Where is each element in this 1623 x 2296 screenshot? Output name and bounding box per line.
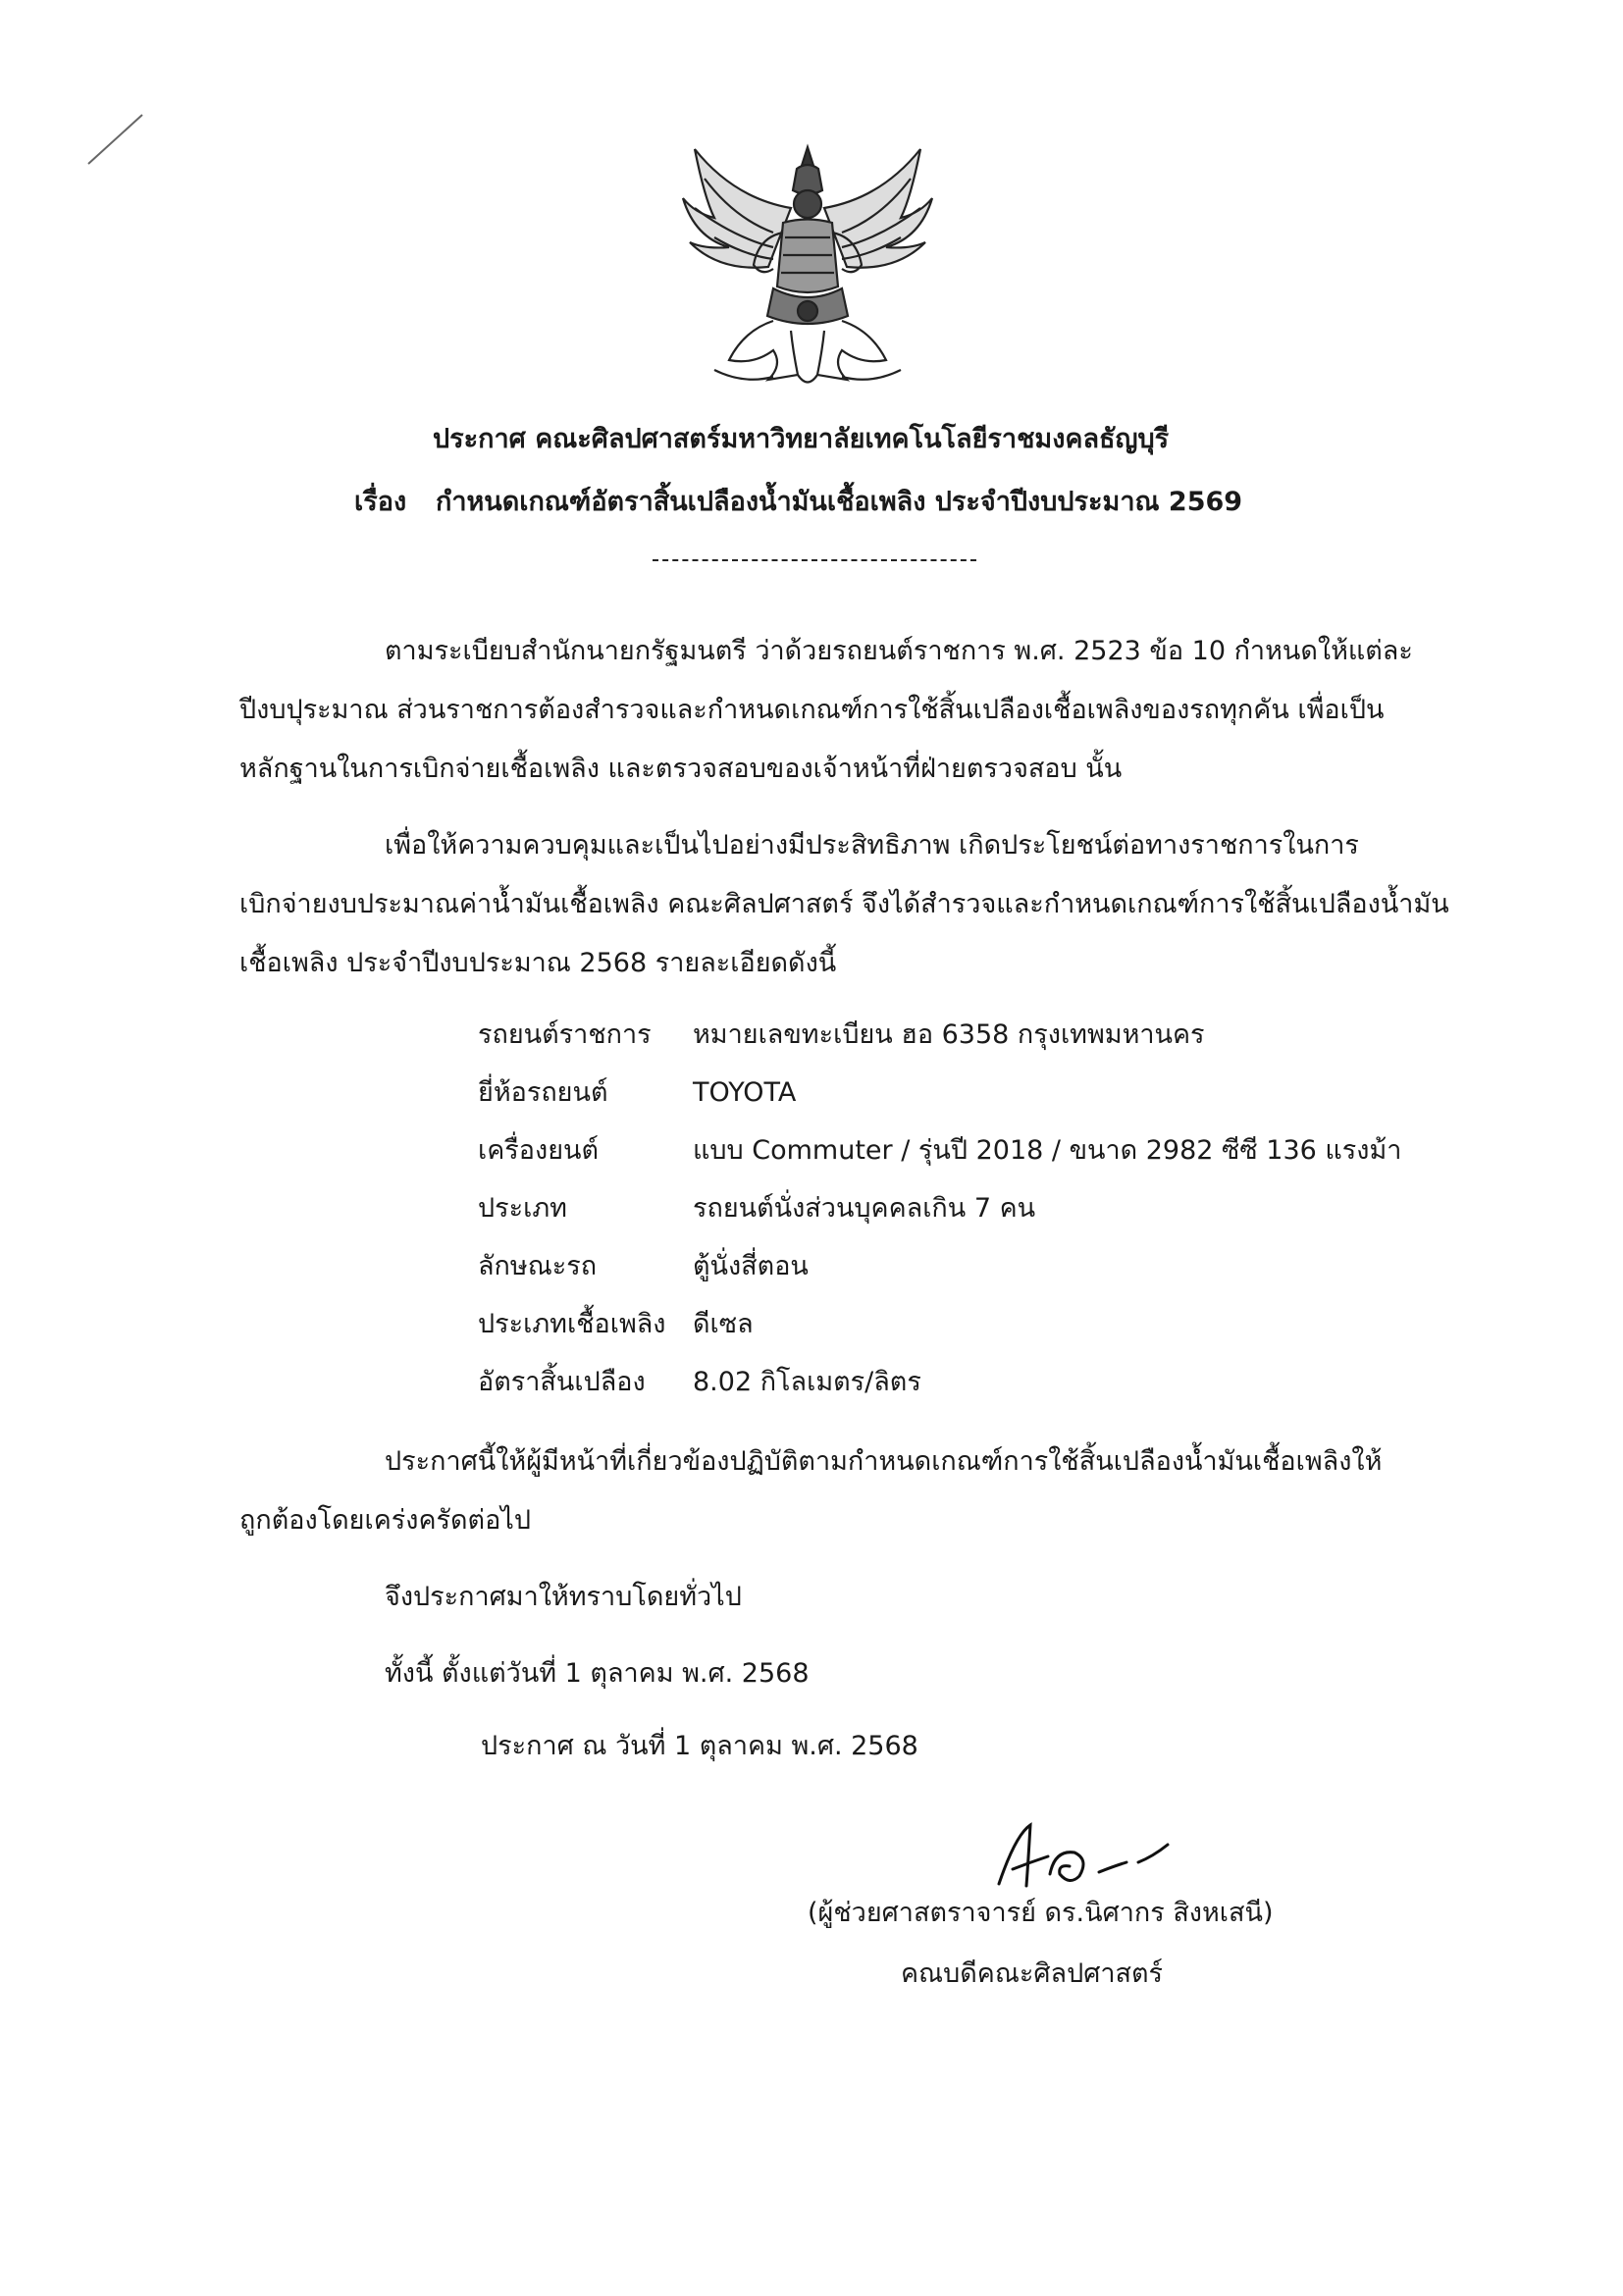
vehicle-row-consumption <box>478 1360 1557 1405</box>
garuda-emblem-icon <box>675 139 940 394</box>
vehicle-label: ประเภทเชื้อเพลิง <box>478 1309 666 1339</box>
para2-line3: เชื้อเพลิง ประจำปีงบประมาณ 2568 รายละเอียดดังนี้ <box>239 948 837 978</box>
vehicle-row-body-style <box>478 1244 1557 1289</box>
announce-line: จึงประกาศมาให้ทราบโดยทั่วไป <box>385 1582 742 1612</box>
para1-line1: ตามระเบียบสำนักนายกรัฐมนตรี ว่าด้วยรถยนต์ราชการ พ.ศ. 2523 ข้อ 10 กำหนดให้แต่ละ <box>385 636 1413 666</box>
handwritten-signature <box>991 1815 1187 1904</box>
subject-label: เรื่อง <box>354 487 407 517</box>
vehicle-row-registration <box>478 1013 1557 1058</box>
heading-divider <box>653 559 976 561</box>
vehicle-label: ยี่ห้อรถยนต์ <box>478 1077 608 1108</box>
vehicle-row-type <box>478 1186 1557 1231</box>
vehicle-label: เครื่องยนต์ <box>478 1135 600 1166</box>
para2-line1: เพื่อให้ความควบคุมและเป็นไปอย่างมีประสิทธิภาพ เกิดประโยชน์ต่อทางราชการในการ <box>385 830 1359 861</box>
vehicle-value: TOYOTA <box>693 1077 797 1108</box>
vehicle-label: อัตราสิ้นเปลือง <box>478 1367 646 1397</box>
scan-mark <box>83 110 152 169</box>
signatory-position: คณบดีคณะศิลปศาสตร์ <box>901 1958 1164 1989</box>
para3-line2: ถูกต้องโดยเคร่งครัดต่อไป <box>239 1505 532 1536</box>
vehicle-value: หมายเลขทะเบียน ฮอ 6358 กรุงเทพมหานคร <box>693 1019 1205 1050</box>
para1-line3: หลักฐานในการเบิกจ่ายเชื้อเพลิง และตรวจสอบของเจ้าหน้าที่ฝ่ายตรวจสอบ นั้น <box>239 754 1123 784</box>
page-title: ประกาศ คณะศิลปศาสตร์มหาวิทยาลัยเทคโนโลยีราชมงคลธัญบุรี <box>433 424 1170 454</box>
vehicle-value: แบบ Commuter / รุ่นปี 2018 / ขนาด 2982 ซีซี 136 แรงม้า <box>693 1135 1402 1166</box>
vehicle-label: รถยนต์ราชการ <box>478 1019 652 1050</box>
vehicle-value: รถยนต์นั่งส่วนบุคคลเกิน 7 คน <box>693 1193 1036 1224</box>
para1-line2: ปีงบปุระมาณ ส่วนราชการต้องสำรวจและกำหนดเกณฑ์การใช้สิ้นเปลืองเชื้อเพลิงของรถทุกคัน เพื่อเป็น <box>239 695 1385 725</box>
subject-text: กำหนดเกณฑ์อัตราสิ้นเปลืองน้ำมันเชื้อเพลิง ประจำปีงบประมาณ 2569 <box>436 487 1243 517</box>
para2-line2: เบิกจ่ายงบประมาณค่าน้ำมันเชื้อเพลิง คณะศิลปศาสตร์ จึงได้สำรวจและกำหนดเกณฑ์การใช้สิ้นเปลืองน้ำมัน <box>239 889 1449 919</box>
vehicle-label: ลักษณะรถ <box>478 1251 598 1281</box>
vehicle-row-engine <box>478 1128 1557 1174</box>
vehicle-row-fuel <box>478 1302 1557 1347</box>
vehicle-row-brand <box>478 1070 1557 1116</box>
vehicle-value: 8.02 กิโลเมตร/ลิตร <box>693 1367 921 1397</box>
signatory-name: (ผู้ช่วยศาสตราจารย์ ดร.นิศากร สิงหเสนี) <box>808 1898 1274 1928</box>
effective-date-line: ทั้งนี้ ตั้งแต่วันที่ 1 ตุลาคม พ.ศ. 2568 <box>385 1658 810 1689</box>
dated-line: ประกาศ ณ วันที่ 1 ตุลาคม พ.ศ. 2568 <box>481 1731 918 1761</box>
vehicle-label: ประเภท <box>478 1193 567 1224</box>
vehicle-value: ตู้นั่งสี่ตอน <box>693 1251 809 1281</box>
vehicle-value: ดีเซล <box>693 1309 754 1339</box>
para3-line1: ประกาศนี้ให้ผู้มีหน้าที่เกี่ยวข้องปฏิบัติตามกำหนดเกณฑ์การใช้สิ้นเปลืองน้ำมันเชื้อเพลิงให้ <box>385 1446 1383 1477</box>
